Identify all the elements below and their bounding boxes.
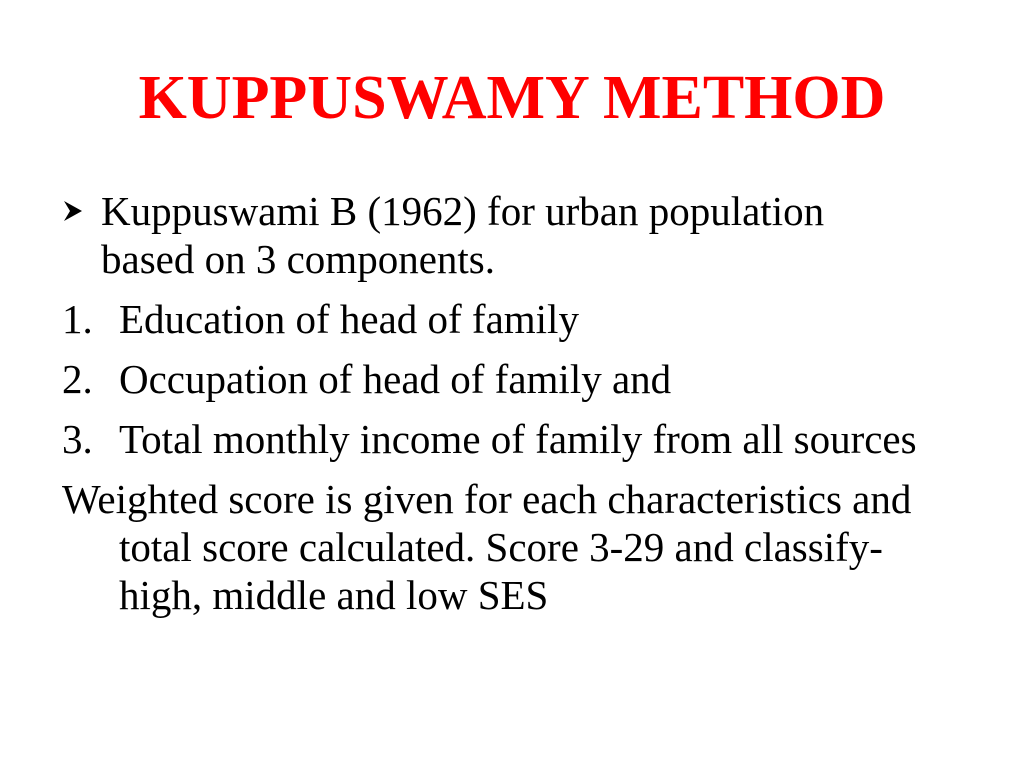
bullet-line-2: based on 3 components. xyxy=(101,236,495,282)
bullet-line-1: Kuppuswami B (1962) for urban population xyxy=(101,188,825,234)
arrow-bullet-icon xyxy=(62,199,84,223)
arrow-bullet-item xyxy=(62,187,962,283)
slide-body xyxy=(62,187,962,619)
item-number: 1. xyxy=(62,296,93,342)
item-number: 2. xyxy=(62,356,93,402)
summary-paragraph: Weighted score is given for each characteristics and total score calculated. Score 3-29 and classify-high, middle and low SES xyxy=(62,476,912,618)
slide-title: KUPPUSWAMY METHOD xyxy=(138,64,886,132)
numbered-item-1 xyxy=(62,295,962,343)
item-number: 3. xyxy=(62,416,93,462)
item-text: Education of head of family xyxy=(119,296,579,342)
numbered-item-2 xyxy=(62,355,962,403)
item-text: Occupation of head of family and xyxy=(119,356,672,402)
numbered-item-3 xyxy=(62,415,962,463)
item-text: Total monthly income of family from all sources xyxy=(119,416,917,462)
